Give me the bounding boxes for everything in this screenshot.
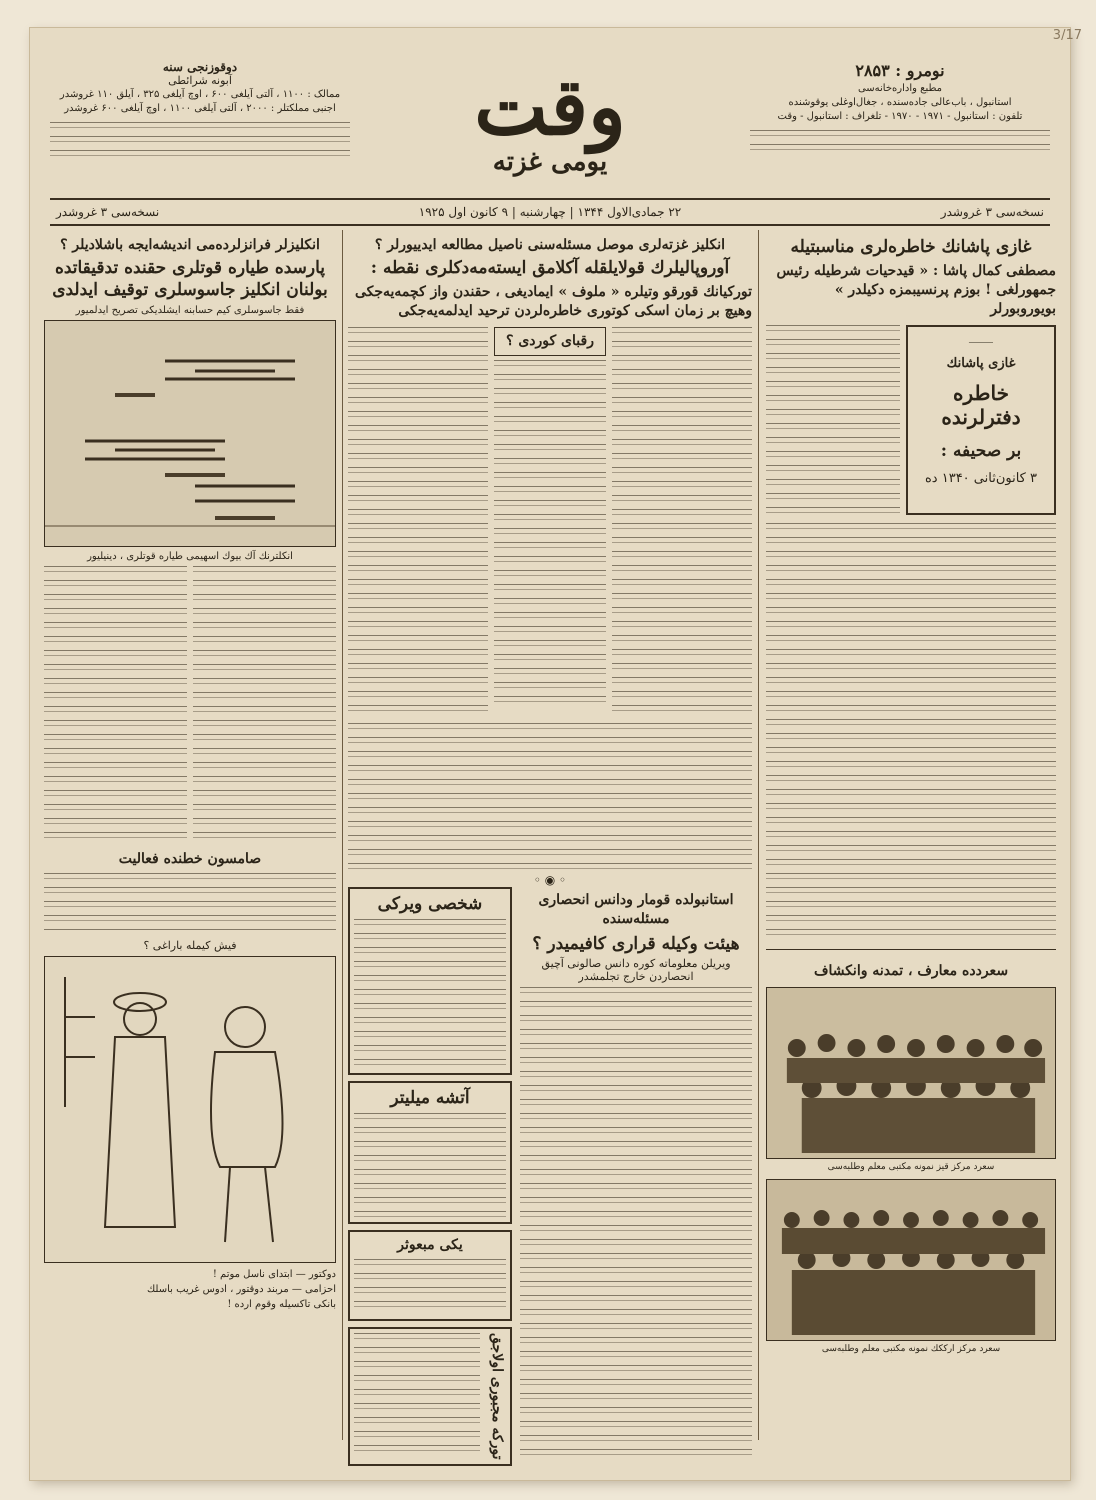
memoir-box-main: خاطره دفترلرنده bbox=[941, 381, 1021, 429]
box-title: آتشه میلیتر bbox=[390, 1088, 470, 1108]
right-headline: غازی پاشانك خاطره‌لری مناسبتیله bbox=[790, 237, 1032, 257]
dateline-bar bbox=[50, 198, 1050, 226]
article-text bbox=[354, 1113, 506, 1218]
cartoon-figures-icon bbox=[45, 957, 335, 1262]
column-rule bbox=[758, 230, 759, 1440]
masthead-right-info bbox=[750, 60, 1050, 158]
lower-sub: ویریلن معلوماته كوره دانس صالونی آچیق انحصاردن خارج تجلمشدر bbox=[541, 957, 731, 983]
cartoon-line: احزامی — مربند دوقتور ، ادوس غریب باسلك bbox=[147, 1284, 336, 1295]
archive-corner-note: 3/17 bbox=[1052, 28, 1082, 43]
cartoon-caption: فیش كیمله باراغی ؟ bbox=[143, 939, 237, 952]
military-attache-box bbox=[348, 1081, 512, 1224]
new-deputies-box bbox=[348, 1230, 512, 1321]
left-headline: پارسده طیاره قوتلری حقنده تدقیقاتده بولنان انكلیز جاسوسلری توقیف ایدلدی bbox=[52, 258, 328, 300]
article-text bbox=[348, 723, 752, 873]
issue-date: ۲۲ جمادی‌الاول ۱۳۴۴ | چهارشنبه | ۹ كانون اول ۱۹۲۵ bbox=[418, 205, 682, 219]
subscription-line: ممالک : ۱۱۰۰ ، آلتی آیلغی ۶۰۰ ، اوچ آیلغی ۳۲۵ ، آیلق ۱۱۰ غروشدر bbox=[59, 89, 341, 100]
article-text bbox=[766, 523, 1056, 943]
article-text bbox=[612, 327, 752, 717]
article-text bbox=[348, 327, 488, 717]
article-text bbox=[354, 919, 506, 1069]
center-subhead: توركیانك قورقو وتیلره « ملوف » ایمادیغی ، حقندن واز كچمه‌یه‌جكی وهیچ بر زمان اسكی كوتوری خاطره‌لردن ترحید ایدلمه‌یه‌جكی bbox=[354, 284, 752, 319]
masthead-right-line: استانبول ، باب‌عالی جاده‌سنده ، جغال‌اوغلی یوقوشنده bbox=[788, 97, 1012, 108]
lower-headline: هیئت وكیله قراری كافیمیدر ؟ bbox=[532, 934, 740, 954]
masthead-title-block bbox=[420, 62, 680, 177]
group-photo-icon bbox=[767, 1180, 1055, 1340]
cartoon-dialogue bbox=[44, 1263, 336, 1312]
cartoon-illustration bbox=[44, 956, 336, 1263]
memoir-box-kicker: ⸻ bbox=[968, 337, 994, 348]
inset-column bbox=[494, 327, 606, 717]
price-right: نسخه‌سی ۳ غروشدر bbox=[940, 205, 1044, 219]
price-left: نسخه‌سی ۳ غروشدر bbox=[56, 205, 160, 219]
column-left bbox=[44, 230, 336, 1312]
article-text bbox=[193, 566, 336, 846]
center-kicker: انكلیز غزته‌لری موصل مسئله‌سنی ناصیل مطالعه ایدییورلر ؟ bbox=[374, 237, 726, 253]
seaplanes-illustration bbox=[44, 320, 336, 547]
gambling-article bbox=[520, 887, 752, 1457]
box-title: یكی مبعوثر bbox=[397, 1237, 463, 1253]
left-sub: فقط جاسوسلری كیم حسابنه ایشلدیكی تصریح ایدلمیور bbox=[75, 305, 305, 316]
article-text bbox=[354, 1333, 480, 1453]
article-text bbox=[44, 873, 336, 933]
subscription-heading: آبونه شرائطی bbox=[168, 74, 232, 87]
photo-caption: سعرد مركز ارككك نمونه مكتبی معلم وطلبه‌سی bbox=[821, 1344, 1001, 1354]
memoir-box-sub: بر صحیفه : bbox=[940, 441, 1022, 461]
school-photo-boys bbox=[766, 1179, 1056, 1341]
center-left-boxes bbox=[348, 887, 512, 1466]
article-text bbox=[354, 1259, 506, 1315]
photos-headline: سعردده معارف ، تمدنه وانكشاف bbox=[813, 963, 1009, 979]
school-photo-girls bbox=[766, 987, 1056, 1159]
issue-number: نومرو : ۲۸۵۳ bbox=[855, 61, 945, 80]
masthead-left-info bbox=[50, 60, 350, 156]
cartoon-line: بانكی تاكسیله وقوم ارده ! bbox=[227, 1299, 336, 1310]
masthead-right-line: مطبع واداره‌خانه‌سی bbox=[857, 83, 943, 94]
article-text bbox=[44, 566, 187, 846]
box-title: شخصی ویركی bbox=[377, 894, 483, 914]
volume-year: دوقوزنجی سنه bbox=[162, 60, 238, 74]
group-photo-icon bbox=[767, 988, 1055, 1158]
center-headline: آوروپالیلرك قولایلقله آكلامق ایسته‌مه‌دكلری نقطه : bbox=[370, 258, 730, 278]
article-text bbox=[494, 360, 606, 710]
left-kicker: انكلیزلر فرانزلرده‌می اندیشه‌ایجه باشلادیلر ؟ bbox=[60, 237, 320, 253]
column-right bbox=[766, 230, 1056, 1357]
personal-tax-box bbox=[348, 887, 512, 1075]
subscription-line: اجنبی مملکتلر : ۲۰۰۰ ، آلتی آیلغی ۱۱۰۰ ، اوچ آیلغی ۶۰۰ غروشدر bbox=[64, 103, 336, 114]
article-text bbox=[766, 325, 900, 515]
right-subhead: مصطفی كمال پاشا : « قیدحیات شرطیله رئیس جمهورلغی ! بوزم پرنسیبمزه دكیلدر » بویوروبورلر bbox=[776, 263, 1056, 317]
masthead-left-fineprint bbox=[50, 122, 350, 156]
newspaper-page bbox=[30, 28, 1070, 1480]
photo-caption: سعرد مركز قیز نمونه مكتبی معلم وطلبه‌سی bbox=[827, 1162, 995, 1172]
cartoon-line: دوكتور — ابتدای ناسل موتم ! bbox=[212, 1269, 336, 1280]
newspaper-title: وقت bbox=[474, 62, 626, 153]
column-center bbox=[348, 230, 752, 1466]
newspaper-subtitle: یومی غزته bbox=[492, 147, 608, 177]
memoir-box-title: غازی پاشانك bbox=[946, 356, 1016, 371]
box-title: توركه مجبوری اولاجق bbox=[489, 1333, 505, 1460]
samsun-headline: صامسون خطنده فعالیت bbox=[118, 851, 262, 867]
article-text bbox=[520, 987, 752, 1457]
masthead-right-fineprint bbox=[750, 130, 1050, 158]
photo-caption: انكلترنك آك بیوك اسهیمی طیاره قوتلری ، دینیلیور bbox=[87, 551, 293, 562]
memoir-box bbox=[906, 325, 1056, 515]
ornament-divider: ◦ ◉ ◦ bbox=[533, 873, 567, 887]
masthead-right-line: تلفون : استانبول - ۱۹۷۱ - ۱۹۷۰ - تلغراف : استانبول - وقت bbox=[777, 111, 1023, 122]
inset-title: رقبای كوردی ؟ bbox=[494, 327, 606, 356]
column-rule bbox=[342, 230, 343, 1440]
lower-kicker: استانبولده قومار ودانس انحصاری مسئله‌سنده bbox=[538, 892, 734, 927]
airplane-icon bbox=[45, 321, 335, 546]
turkish-compulsory-box bbox=[348, 1327, 512, 1466]
memoir-box-date: ۳ كانون‌ثانی ۱۳۴۰ ده bbox=[925, 471, 1037, 486]
